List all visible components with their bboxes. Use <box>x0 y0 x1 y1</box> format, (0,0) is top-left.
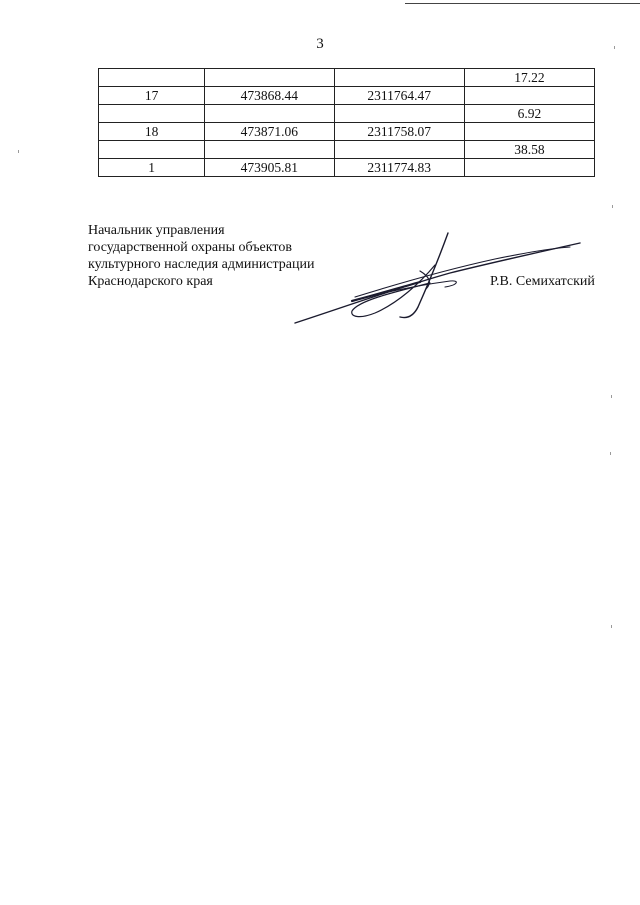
table-cell-y: 2311774.83 <box>334 159 464 177</box>
signatory-name: Р.В. Семихатский <box>490 274 595 289</box>
table-cell-point <box>99 141 205 159</box>
scan-artifact <box>610 452 611 455</box>
table-row <box>99 159 595 177</box>
table-row <box>99 87 595 105</box>
table-cell-x <box>205 141 334 159</box>
table-cell-length <box>464 123 594 141</box>
table-cell-length <box>464 159 594 177</box>
table-cell-y: 2311758.07 <box>334 123 464 141</box>
header-rule <box>405 3 640 4</box>
table-cell-length: 38.58 <box>464 141 594 159</box>
scan-artifact <box>612 205 613 208</box>
signatory-title-line: государственной охраны объектов <box>88 240 292 255</box>
table-cell-length: 17.22 <box>464 69 594 87</box>
table-cell-length: 6.92 <box>464 105 594 123</box>
scan-artifact <box>614 46 615 49</box>
scan-artifact <box>611 395 612 398</box>
table-cell-x: 473868.44 <box>205 87 334 105</box>
scan-artifact <box>611 625 612 628</box>
signatory-title-line: культурного наследия администрации <box>88 257 315 272</box>
table-row <box>99 123 595 141</box>
table-cell-y <box>334 105 464 123</box>
table-cell-point: 18 <box>99 123 205 141</box>
table-cell-point <box>99 69 205 87</box>
table-cell-x <box>205 69 334 87</box>
table-cell-point: 1 <box>99 159 205 177</box>
table-cell-x: 473871.06 <box>205 123 334 141</box>
table-row <box>99 105 595 123</box>
signatory-title-line: Начальник управления <box>88 223 225 238</box>
table-cell-y <box>334 69 464 87</box>
table-cell-y <box>334 141 464 159</box>
page-number: 3 <box>316 36 324 52</box>
table-cell-length <box>464 87 594 105</box>
scan-artifact <box>18 150 19 153</box>
table-cell-x <box>205 105 334 123</box>
coordinates-table <box>98 68 595 177</box>
table-cell-point <box>99 105 205 123</box>
table-row <box>99 69 595 87</box>
table-row <box>99 141 595 159</box>
table-cell-x: 473905.81 <box>205 159 334 177</box>
table-cell-point: 17 <box>99 87 205 105</box>
signatory-title-line: Краснодарского края <box>88 274 213 289</box>
table-cell-y: 2311764.47 <box>334 87 464 105</box>
